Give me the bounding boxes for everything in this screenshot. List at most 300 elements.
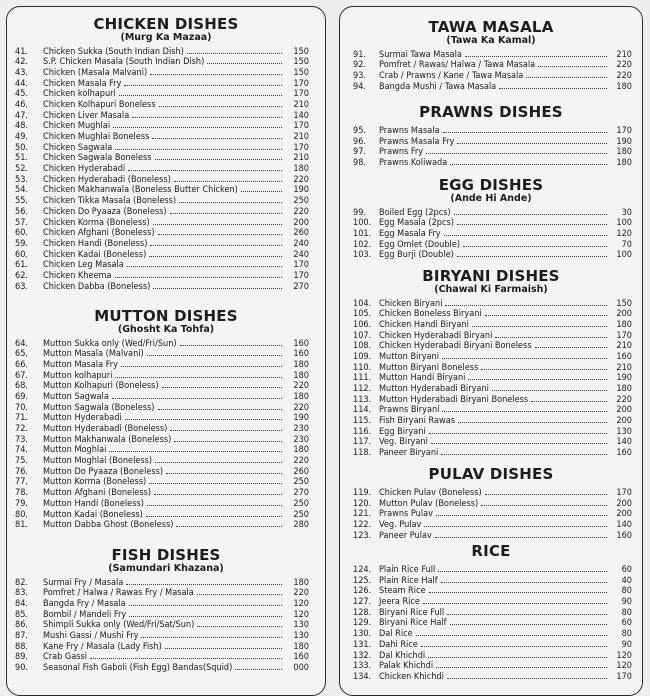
item-name: Biryani Rice Half [379, 618, 447, 629]
item-name: Mutton Moghlai (Boneless) [43, 456, 153, 467]
menu-list [7, 337, 325, 529]
dotted-leader [158, 401, 283, 410]
dotted-leader [115, 269, 282, 278]
menu-item [340, 659, 642, 670]
item-name: Prawns Masala Fry [379, 136, 455, 147]
item-price: 180 [616, 384, 632, 394]
item-price: 60 [621, 618, 632, 629]
menu-item [7, 358, 325, 369]
item-price: 220 [293, 588, 309, 599]
item-name: Chicken Khichdi [379, 671, 444, 682]
dotted-leader [146, 508, 282, 517]
menu-item [7, 77, 325, 88]
item-name: Mutton Afghani (Boneless) [43, 488, 152, 499]
item-price: 260 [293, 466, 309, 477]
menu-item [340, 135, 642, 146]
item-number: 82. [15, 577, 29, 588]
dotted-leader [187, 45, 282, 54]
menu-item [340, 248, 642, 259]
dotted-leader [174, 173, 282, 182]
item-name: Mutton Kolhapuri (Boneless) [43, 381, 159, 392]
dotted-leader [481, 497, 607, 506]
item-name: Chicken Sagwala [43, 142, 113, 153]
item-number: 111. [353, 373, 372, 384]
item-number: 91. [353, 49, 367, 60]
item-number: 84. [15, 598, 29, 609]
menu-item [340, 403, 642, 414]
item-number: 67. [15, 370, 29, 381]
item-number: 133. [353, 661, 372, 672]
item-name: Surmai Tawa Masala [379, 49, 462, 60]
item-number: 86. [15, 620, 29, 631]
item-number: 101. [353, 228, 372, 239]
item-number: 74. [15, 445, 29, 456]
menu-item [340, 627, 642, 638]
dotted-leader [166, 465, 282, 474]
item-price: 140 [616, 437, 632, 448]
menu-item [7, 443, 325, 454]
menu-item [7, 433, 325, 444]
menu-item [7, 411, 325, 422]
item-number: 126. [353, 586, 372, 597]
item-name: Chicken Masala Fry [43, 78, 122, 89]
dotted-leader [127, 258, 282, 267]
item-number: 127. [353, 597, 372, 608]
item-price: 190 [616, 373, 632, 384]
item-name: Veg. Pulav [379, 520, 422, 531]
section-title: TAWA MASALA [428, 18, 554, 36]
section-header [7, 548, 325, 574]
dotted-leader [176, 518, 282, 527]
item-number: 95. [353, 126, 367, 136]
dotted-leader [129, 597, 282, 606]
item-name: Mutton Moghlai [43, 445, 107, 456]
item-price: 250 [293, 477, 309, 488]
item-price: 210 [616, 341, 632, 352]
dotted-leader [457, 248, 607, 257]
item-price: 180 [616, 147, 632, 158]
dotted-leader [429, 584, 607, 593]
section-header [340, 178, 642, 204]
item-number: 81. [15, 520, 29, 531]
dotted-leader [499, 80, 607, 89]
item-number: 83. [15, 588, 29, 599]
item-price: 190 [293, 185, 309, 196]
item-number: 110. [353, 362, 372, 373]
dotted-leader [174, 433, 282, 442]
item-price: 180 [616, 81, 632, 92]
item-price: 250 [293, 509, 309, 520]
item-number: 131. [353, 639, 372, 650]
item-name: Paneer Biryani [379, 448, 439, 459]
item-price: 190 [616, 136, 632, 147]
section-title: EGG DISHES [438, 176, 544, 194]
item-name: Steam Rice [379, 586, 426, 597]
menu-item [7, 640, 325, 651]
menu-item [340, 595, 642, 606]
dotted-leader [485, 486, 607, 495]
item-name: Kane Fry / Masala (Lady Fish) [43, 641, 162, 652]
item-price: 260 [293, 228, 309, 239]
menu-item [7, 347, 325, 358]
item-price: 140 [616, 520, 632, 531]
item-name: Pomfret / Halwa / Rawas Fry / Masala [43, 588, 194, 599]
menu-item [7, 183, 325, 194]
item-name: Chicken Hyderabadi (Boneless) [43, 174, 171, 185]
menu-item [7, 608, 325, 619]
menu-list [340, 486, 642, 539]
section-subtitle: (Ande Hi Ande) [450, 193, 532, 204]
menu-item [340, 227, 642, 238]
dotted-leader [115, 369, 282, 378]
dotted-leader [436, 659, 607, 668]
item-price: 000 [293, 663, 309, 673]
item-price: 200 [616, 309, 632, 320]
dotted-leader [155, 151, 282, 160]
item-name: Chicken Hyderabadi Biryani Boneless [379, 341, 532, 352]
menu-item [7, 216, 325, 227]
item-number: 44. [15, 78, 29, 89]
item-name: Crab / Prawns / Kane / Tawa Masala [379, 70, 524, 81]
dotted-leader [152, 130, 282, 139]
item-number: 93. [353, 70, 367, 81]
item-name: Biryani Rice Full [379, 607, 445, 618]
section-mutton-dishes [7, 309, 325, 529]
item-name: Mutton Pulav (Boneless) [379, 498, 479, 509]
section-header [340, 467, 642, 482]
item-name: Chicken Hyderabadi Biryani [379, 330, 493, 341]
item-number: 77. [15, 477, 29, 488]
menu-item [340, 371, 642, 382]
item-price: 230 [293, 424, 309, 434]
item-price: 120 [616, 661, 632, 672]
item-name: Bangda Fry / Masala [43, 598, 126, 609]
item-price: 120 [293, 609, 309, 620]
item-name: Boiled Egg (2pcs) [379, 207, 451, 218]
item-name: Dal Rice [379, 629, 413, 640]
item-price: 180 [293, 391, 309, 402]
dotted-leader [119, 87, 282, 96]
menu-list [340, 206, 642, 259]
section-biryani-dishes [340, 269, 642, 457]
item-number: 65. [15, 349, 29, 360]
item-name: Jeera Rice [379, 597, 420, 608]
item-number: 116. [353, 426, 372, 437]
dotted-leader [197, 586, 282, 595]
item-name: Fish Biryani Rawas [379, 416, 455, 427]
dotted-leader [454, 206, 607, 215]
item-number: 69. [15, 391, 29, 402]
item-number: 72. [15, 424, 29, 434]
menu-item [7, 141, 325, 152]
menu-item [340, 414, 642, 425]
section-fish-dishes [7, 548, 325, 672]
menu-item [340, 446, 642, 457]
item-number: 109. [353, 351, 372, 362]
menu-item [7, 475, 325, 486]
item-name: Mutton Handi (Boneless) [43, 498, 144, 509]
item-number: 128. [353, 607, 372, 618]
item-name: Chicken (Masala Malvani) [43, 67, 148, 78]
item-price: 150 [616, 298, 632, 309]
dotted-leader [197, 618, 282, 627]
dotted-leader [162, 379, 282, 388]
item-name: Egg Masala (2pcs) [379, 218, 454, 229]
item-price: 210 [293, 132, 309, 142]
item-number: 53. [15, 174, 29, 185]
item-name: Mutton Hyderabadi Biryani [379, 384, 489, 394]
menu-item [340, 145, 642, 156]
menu-item [340, 350, 642, 361]
item-number: 90. [15, 663, 29, 673]
item-number: 102. [353, 239, 372, 250]
item-name: Chicken Kheema [43, 270, 112, 281]
item-price: 220 [293, 402, 309, 413]
item-name: Mutton Masala Fry [43, 359, 118, 370]
item-name: Chicken Boneless Biryani [379, 309, 482, 320]
item-price: 120 [616, 228, 632, 239]
item-price: 200 [616, 509, 632, 520]
item-name: Mutton Korma (Boneless) [43, 477, 147, 488]
dotted-leader [424, 518, 607, 527]
dotted-leader [153, 280, 282, 289]
item-price: 160 [616, 448, 632, 459]
item-number: 43. [15, 67, 29, 78]
item-price: 200 [293, 217, 309, 228]
section-header [340, 20, 642, 46]
item-name: Prawns Biryani [379, 405, 440, 416]
item-name: Mutton Handi Biryani [379, 373, 466, 384]
menu-item [340, 497, 642, 508]
dotted-leader [179, 194, 282, 203]
item-name: Mutton kolhapuri [43, 370, 113, 381]
item-number: 129. [353, 618, 372, 629]
item-name: Mutton Biryani [379, 351, 440, 362]
item-name: Egg Burji (Double) [379, 250, 454, 261]
menu-item [7, 269, 325, 280]
item-name: Chicken Tikka Masala (Boneless) [43, 196, 177, 207]
item-price: 180 [293, 577, 309, 588]
item-name: Surmai Fry / Masala [43, 577, 124, 588]
menu-item [340, 156, 642, 167]
item-number: 49. [15, 132, 29, 142]
section-subtitle: (Tawa Ka Kamal) [446, 35, 536, 46]
dotted-leader [150, 237, 282, 246]
item-price: 150 [293, 57, 309, 68]
dotted-leader [165, 640, 282, 649]
menu-list [340, 124, 642, 167]
item-name: S.P. Chicken Masala (South Indian Dish) [43, 57, 205, 68]
menu-item [340, 318, 642, 329]
menu-list [340, 563, 642, 681]
dotted-leader [421, 638, 607, 647]
menu-item [340, 518, 642, 529]
dotted-leader [447, 670, 607, 679]
item-number: 73. [15, 434, 29, 445]
dotted-leader [129, 608, 282, 617]
item-name: Egg Masala Fry [379, 228, 441, 239]
item-name: Bangda Mushi / Tawa Masala [379, 81, 497, 92]
item-price: 220 [293, 206, 309, 217]
menu-item [340, 670, 642, 681]
menu-item [7, 390, 325, 401]
item-number: 42. [15, 57, 29, 68]
dotted-leader [442, 403, 607, 412]
item-name: Shimpli Sukka only (Wed/Fri/Sat/Sun) [43, 620, 195, 631]
menu-item [7, 66, 325, 77]
item-number: 130. [353, 629, 372, 640]
menu-item [7, 130, 325, 141]
dotted-leader [235, 661, 282, 670]
menu-list [7, 45, 325, 291]
menu-item [340, 329, 642, 340]
menu-item [7, 422, 325, 433]
item-price: 180 [293, 370, 309, 381]
item-number: 87. [15, 630, 29, 641]
item-name: Mutton Makhanwala (Boneless) [43, 434, 172, 445]
dotted-leader [159, 98, 282, 107]
dotted-leader [457, 135, 607, 144]
item-price: 240 [293, 238, 309, 249]
item-number: 108. [353, 341, 372, 352]
dotted-leader [485, 307, 607, 316]
section-title: PRAWNS DISHES [419, 103, 563, 121]
menu-item [7, 518, 325, 529]
item-name: Pomfret / Rawas/ Halwa / Tawa Masala [379, 60, 536, 71]
item-name: Chicken Pulav (Boneless) [379, 488, 482, 498]
item-name: Chicken Mughlai Boneless [43, 132, 150, 142]
dotted-leader [132, 109, 282, 118]
dotted-leader [155, 454, 282, 463]
item-price: 220 [616, 70, 632, 81]
item-price: 210 [616, 49, 632, 60]
item-name: Chicken Hyderabadi [43, 164, 126, 175]
item-price: 220 [293, 456, 309, 467]
item-price: 70 [621, 239, 632, 250]
item-price: 240 [293, 249, 309, 260]
section-title: CHICKEN DISHES [93, 15, 239, 33]
section-title: MUTTON DISHES [94, 307, 238, 325]
dotted-leader [109, 443, 282, 452]
section-header [7, 309, 325, 335]
section-title: FISH DISHES [111, 546, 221, 564]
menu-item [340, 307, 642, 318]
dotted-leader [438, 563, 607, 572]
dotted-leader [149, 248, 282, 257]
item-price: 60 [621, 565, 632, 575]
item-number: 125. [353, 575, 372, 586]
dotted-leader [492, 382, 607, 391]
dotted-leader [124, 77, 282, 86]
item-price: 230 [293, 434, 309, 445]
item-price: 180 [616, 158, 632, 169]
section-subtitle: (Chawal Ki Farmaish) [434, 284, 548, 295]
item-name: Mutton Do Pyaaza (Boneless) [43, 466, 164, 477]
item-price: 80 [621, 629, 632, 640]
item-price: 120 [616, 650, 632, 661]
menu-item [7, 98, 325, 109]
dotted-leader [180, 337, 282, 346]
item-price: 40 [621, 575, 632, 586]
menu-item [7, 597, 325, 608]
item-number: 41. [15, 46, 29, 57]
item-price: 170 [293, 270, 309, 281]
dotted-leader [538, 58, 607, 67]
item-number: 120. [353, 498, 372, 509]
menu-item [340, 80, 642, 91]
menu-item [7, 194, 325, 205]
menu-list [340, 48, 642, 91]
item-number: 85. [15, 609, 29, 620]
item-number: 132. [353, 650, 372, 661]
section-subtitle: (Ghosht Ka Tohfa) [117, 324, 215, 335]
item-price: 180 [616, 319, 632, 330]
section-header [340, 544, 642, 559]
section-header [340, 105, 642, 120]
item-number: 71. [15, 413, 29, 424]
item-name: Egg Omlet (Double) [379, 239, 461, 250]
item-name: Chicken kolhapuri [43, 89, 116, 100]
menu-item [7, 497, 325, 508]
menu-item [340, 382, 642, 393]
item-price: 160 [293, 338, 309, 349]
menu-item [340, 48, 642, 59]
item-number: 51. [15, 153, 29, 164]
dotted-leader [149, 475, 282, 484]
item-number: 117. [353, 437, 372, 448]
section-prawns-dishes [340, 105, 642, 167]
section-subtitle: (Samundari Khazana) [108, 563, 224, 574]
item-number: 60. [15, 249, 29, 260]
menu-item [7, 618, 325, 629]
menu-item [7, 109, 325, 120]
item-price: 170 [293, 78, 309, 89]
menu-item [7, 661, 325, 672]
item-price: 200 [616, 405, 632, 416]
dotted-leader [431, 435, 607, 444]
item-name: Dahi Rice [379, 639, 418, 650]
item-price: 170 [616, 126, 632, 136]
item-number: 64. [15, 338, 29, 349]
item-price: 170 [293, 260, 309, 271]
item-name: Veg. Biryani [379, 437, 428, 448]
item-number: 46. [15, 99, 29, 110]
menu-item [7, 454, 325, 465]
item-number: 55. [15, 196, 29, 207]
item-price: 100 [616, 250, 632, 261]
item-number: 60. [15, 228, 29, 239]
menu-item [7, 379, 325, 390]
item-number: 54. [15, 185, 29, 196]
item-number: 75. [15, 456, 29, 467]
dotted-leader [472, 318, 607, 327]
item-name: Prawns Koliwada [379, 158, 448, 169]
item-name: Chicken Sukka (South Indian Dish) [43, 46, 184, 57]
item-name: Egg Biryani [379, 426, 426, 437]
menu-item [340, 574, 642, 585]
item-number: 99. [353, 207, 367, 218]
dotted-leader [154, 486, 282, 495]
item-price: 220 [293, 174, 309, 185]
item-price: 250 [293, 196, 309, 207]
dotted-leader [458, 414, 607, 423]
dotted-leader [125, 411, 282, 420]
item-number: 106. [353, 319, 372, 330]
item-number: 124. [353, 565, 372, 575]
menu-item [340, 616, 642, 627]
section-title: RICE [471, 542, 511, 560]
dotted-leader [128, 162, 282, 171]
